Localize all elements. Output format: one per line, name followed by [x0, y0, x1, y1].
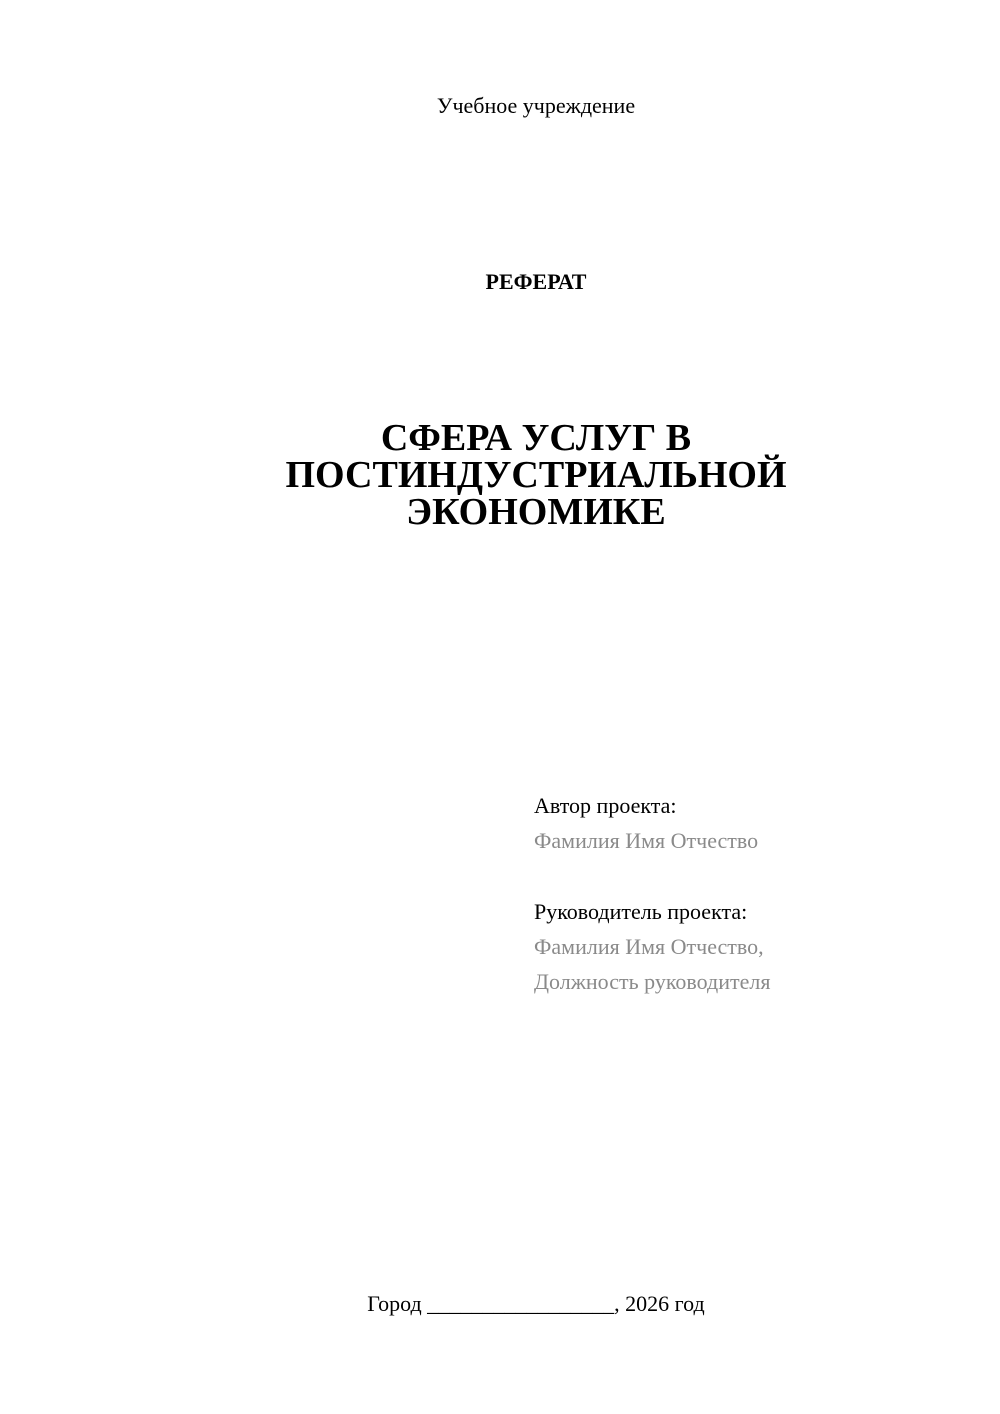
credits-block — [534, 788, 770, 999]
supervisor-name: Фамилия Имя Отчество, — [534, 934, 764, 959]
supervisor-label: Руководитель проекта: — [534, 899, 748, 924]
title-line: ПОСТИНДУСТРИАЛЬНОЙ — [285, 454, 787, 496]
author-name: Фамилия Имя Отчество — [534, 828, 759, 853]
author-label: Автор проекта: — [534, 793, 677, 818]
document-type: РЕФЕРАТ — [485, 269, 587, 294]
title-line: СФЕРА УСЛУГ В — [380, 417, 692, 459]
institution-name: Учебное учреждение — [436, 93, 636, 118]
supervisor-position: Должность руководителя — [534, 969, 771, 994]
title-line: ЭКОНОМИКЕ — [406, 491, 666, 533]
credits-spacer — [534, 858, 770, 894]
city-year-line: Город _________________, 2026 год — [367, 1291, 705, 1316]
document-title — [0, 417, 1000, 533]
